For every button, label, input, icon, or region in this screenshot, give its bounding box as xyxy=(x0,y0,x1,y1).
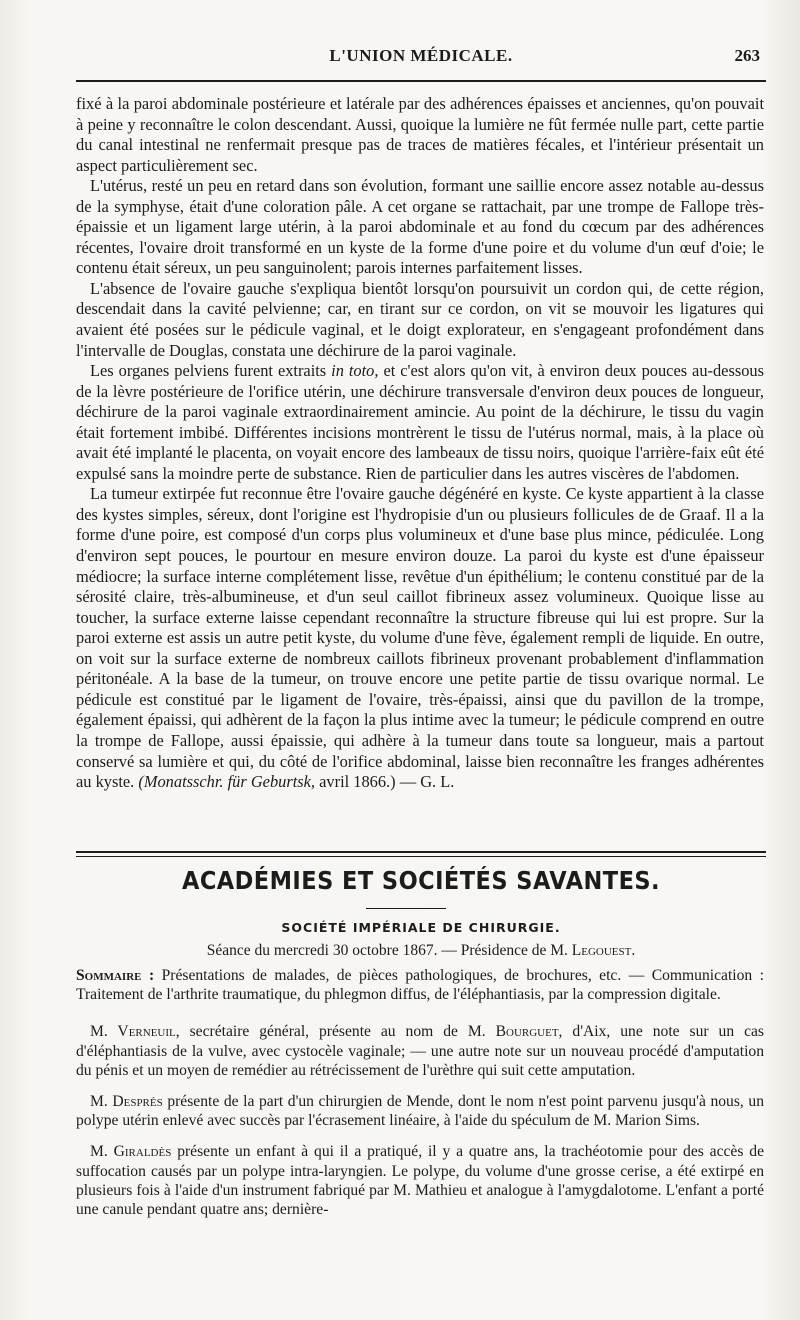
section-rule-thin xyxy=(76,856,766,857)
speaker-name: M. Giraldès xyxy=(90,1143,172,1161)
running-title: L'UNION MÉDICALE. xyxy=(329,46,513,65)
article-body xyxy=(76,94,764,793)
text-run: présente de la part d'un chirurgien de Mende, dont le nom n'est point parvenu jusqu'à nous, un polype utérin enlevé avec succès par l'écrasement linéaire, à l'aide du spéculum de M. Marion Sims. xyxy=(76,1093,764,1130)
italic-phrase: in toto, xyxy=(331,361,379,381)
text-run: d'Aix, une note sur un cas d'éléphantiasis de la vulve, avec cystocèle vaginale; — une autre note sur un nouveau procédé d'amputation du pénis et un moyen de remédier au rétrécissement de l'urèthre qui suit cette amputation. xyxy=(76,1023,764,1079)
text-run: secrétaire général, présente au nom de M. xyxy=(189,1023,486,1041)
text-run: Les organes pelviens furent extraits xyxy=(90,361,327,381)
summary-label: Sommaire : xyxy=(76,967,155,984)
section-title: ACADÉMIES ET SOCIÉTÉS SAVANTES. xyxy=(181,866,661,895)
president-name: Legouest. xyxy=(571,942,636,959)
summary-text: Présentations de malades, de pièces pathologiques, de brochures, etc. — Communication : Traitement de l'arthrite traumatique, du phlegmon diffus, de l'éléphantiasis, par la compression digitale. xyxy=(76,967,764,1004)
speaker-name: M. Després xyxy=(90,1093,163,1111)
summary-paragraph xyxy=(76,966,764,1004)
page-number: 263 xyxy=(734,46,760,65)
text-run: La tumeur extirpée fut reconnue être l'ovaire gauche dégénéré en kyste. Ce kyste appartient à la classe des kystes simples, séreux, dont l'origine est l'hydropisie d'un ou plusieurs follicules de de Graaf. Il a la forme d'une poire, est composé d'un corps plus volumineux et d'une base plus mince, pédiculée. Long d'environ sept pouces, le pourtour en mesure environ douze. La paroi du kyste est d'une épaisseur médiocre; la surface interne complétement lisse, revêtue d'un épithélium; le contenu constitué par de la sérosité claire, très-albumineuse, et d'un seul caillot fibrineux assez volumineux. Quoique lisse au toucher, la surface externe laisse cependant reconnaître la structure fibreuse qui lui est propre. Sur la paroi externe est assis un autre petit kyste, du volume d'une fève, également rempli de liquide. En outre, on voit sur la surface externe de nombreux caillots fibrineux provenant probablement d'inflammation péritonéale. A la base de la tumeur, on trouve encore une petite partie de tissu ovarique normal. Le pédicule est constitué par le ligament de l'ovaire, très-épaissi, ainsi que du pavillon de la trompe, également épaissi, qui adhèrent de la façon la plus intime avec la tumeur; le pédicule comprend en outre la trompe de Fallope, aussi épaissie, qui adhère à la tumeur dans toute sa longueur, mais a partout conservé sa lumière et qui, du côté de l'orifice abdominal, laisse bien reconnaître les franges adhérentes au kyste. xyxy=(76,484,764,792)
text-run: et c'est alors qu'on vit, à environ deux pouces au-dessous de la lèvre postérieure de l'orifice utérin, une déchirure transversale d'environ deux pouces de longueur, déchirure de la paroi vaginale extraordinairement amincie. Au point de la déchirure, le tissu du vagin était fortement imbibé. Différentes incisions montrèrent le tissu de l'utérus normal, mais, à la place où avait été implanté le placenta, on voyait encore des lambeaux de tissu noirs, quoique l'arrière-faix eût été expulsé sans la moindre perte de substance. Rien de particulier dans les autres viscères de l'abdomen. xyxy=(76,361,764,483)
speaker-name: M. Verneuil, xyxy=(90,1023,180,1041)
paragraph xyxy=(76,361,764,484)
person-name: Bourguet, xyxy=(495,1023,563,1041)
paragraph: fixé à la paroi abdominale postérieure et latérale par des adhérences épaisses et anciennes, qu'on pouvait à peine y reconnaître le colon descendant. Aussi, quoique la lumière ne fût fermée nulle part, cette partie du canal intestinal ne renfermait presque pas de traces de matières fécales, et l'intérieur présentait un aspect particulièrement sec. xyxy=(76,94,764,175)
society-title: SOCIÉTÉ IMPÉRIALE DE CHIRURGIE. xyxy=(281,920,561,935)
paragraph xyxy=(76,1092,764,1130)
paragraph xyxy=(76,1142,764,1219)
title-divider xyxy=(366,908,446,909)
proceedings-body xyxy=(76,966,764,1231)
citation-date: avril 1866.) — G. L. xyxy=(319,772,455,792)
seance-text: Séance du mercredi 30 octobre 1867. — Présidence de M. xyxy=(206,942,568,959)
page-header xyxy=(76,44,766,74)
citation-source: (Monatsschr. für Geburtsk, xyxy=(138,772,316,792)
header-rule xyxy=(76,80,766,82)
paragraph xyxy=(76,484,764,792)
paragraph: L'absence de l'ovaire gauche s'expliqua bientôt lorsqu'on poursuivit un cordon qui, de cette région, descendait dans la cavité pelvienne; car, en tirant sur ce cordon, on vit se mouvoir les ligatures qui avaient été posées sur le pédicule vaginal, et le doigt explorateur, en s'engageant profondément dans l'intervalle de Douglas, constata une déchirure de la paroi vaginale. xyxy=(76,278,764,360)
paragraph xyxy=(76,1022,764,1080)
text-run: présente un enfant à qui il a pratiqué, il y a quatre ans, la trachéotomie pour des accès de suffocation causés par un polype intra-laryngien. Le polype, du volume d'une grosse cerise, a été extirpé en plusieurs fois à l'aide d'un instrument fabriqué par M. Mathieu et analogue à l'amygdalotome. L'enfant a porté une canule pendant quatre ans; dernière- xyxy=(76,1143,764,1219)
section-rule xyxy=(76,851,766,853)
paragraph: L'utérus, resté un peu en retard dans son évolution, formant une saillie encore assez notable au-dessus de la symphyse, était d'une coloration pâle. A cet organe se rattachait, par une trompe de Fallope très-épaissie et un ligament large utérin, à la paroi abdominale et au fond du cœcum par des adhérences récentes, l'ovaire droit transformé en un kyste de la forme d'une poire et du volume d'un œuf d'oie; le contenu était séreux, un peu sanguinolent; parois internes parfaitement lisses. xyxy=(76,176,764,278)
seance-line xyxy=(76,942,766,960)
